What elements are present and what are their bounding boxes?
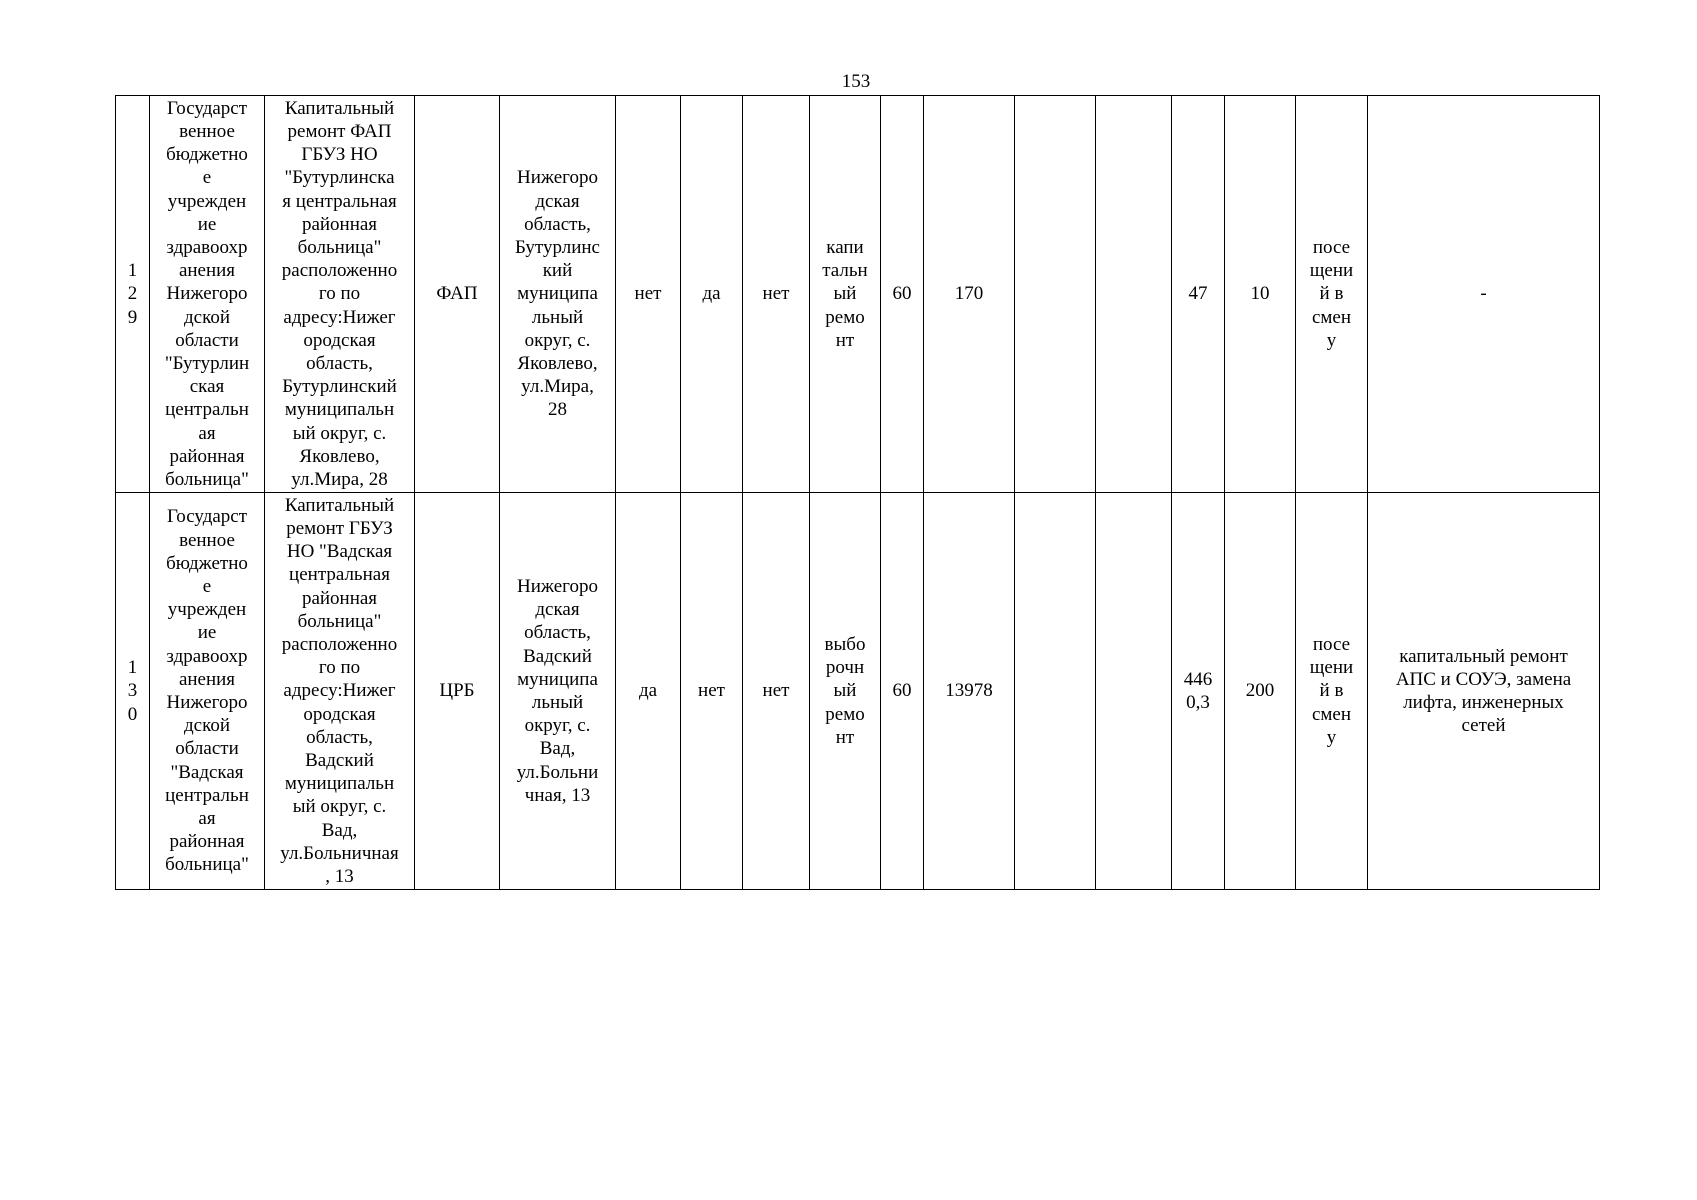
flag-cell-3: нет — [743, 493, 810, 890]
facility-type-cell: ФАП — [415, 96, 500, 493]
project-cell: Капитальный ремонт ФАП ГБУЗ НО "Бутурлинска я центральная районная больница" расположенно го по адресу:Нижег ородская область, Бутурлинский муниципальн ый округ, с. Яковлево, ул.Мира, 28 — [265, 96, 415, 493]
organization-cell: Государст венное бюджетно е учрежден ие здравоохр анения Нижегоро дской области "Бутурлин ская центральн ая районная больница" — [150, 96, 265, 493]
object-table — [115, 95, 1600, 890]
work-type-cell: капи тальн ый ремо нт — [810, 96, 881, 493]
table-row — [116, 96, 1600, 493]
months-cell: 60 — [881, 96, 924, 493]
months-cell: 60 — [881, 493, 924, 890]
address-cell: Нижегоро дская область, Вадский муниципа льный округ, с. Вад, ул.Больни чная, 13 — [500, 493, 616, 890]
capacity-cell: 10 — [1225, 96, 1296, 493]
flag-cell-1: нет — [616, 96, 681, 493]
row-number: 1 2 9 — [116, 96, 150, 493]
flag-cell-2: нет — [681, 493, 743, 890]
area-cell: 446 0,3 — [1172, 493, 1225, 890]
project-cell: Капитальный ремонт ГБУЗ НО "Вадская центральная районная больница" расположенно го по адресу:Нижег ородская область, Вадский муниципальн ый округ, с. Вад, ул.Больничная , 13 — [265, 493, 415, 890]
cost-cell: 13978 — [924, 493, 1015, 890]
empty-cell-2 — [1096, 493, 1172, 890]
capacity-cell: 200 — [1225, 493, 1296, 890]
empty-cell-1 — [1015, 493, 1096, 890]
capacity-unit-cell: посе щени й в смен у — [1296, 493, 1368, 890]
table-row — [116, 493, 1600, 890]
page-number: 153 — [841, 71, 871, 92]
empty-cell-1 — [1015, 96, 1096, 493]
flag-cell-1: да — [616, 493, 681, 890]
organization-cell: Государст венное бюджетно е учрежден ие здравоохр анения Нижегоро дской области "Вадская центральн ая районная больница" — [150, 493, 265, 890]
address-cell: Нижегоро дская область, Бутурлинс кий муниципа льный округ, с. Яковлево, ул.Мира, 28 — [500, 96, 616, 493]
flag-cell-3: нет — [743, 96, 810, 493]
area-cell: 47 — [1172, 96, 1225, 493]
capacity-unit-cell: посе щени й в смен у — [1296, 96, 1368, 493]
flag-cell-2: да — [681, 96, 743, 493]
note-cell: капитальный ремонт АПС и СОУЭ, замена лифта, инженерных сетей — [1368, 493, 1600, 890]
row-number: 1 3 0 — [116, 493, 150, 890]
work-type-cell: выбо рочн ый ремо нт — [810, 493, 881, 890]
cost-cell: 170 — [924, 96, 1015, 493]
facility-type-cell: ЦРБ — [415, 493, 500, 890]
empty-cell-2 — [1096, 96, 1172, 493]
note-cell: - — [1368, 96, 1600, 493]
